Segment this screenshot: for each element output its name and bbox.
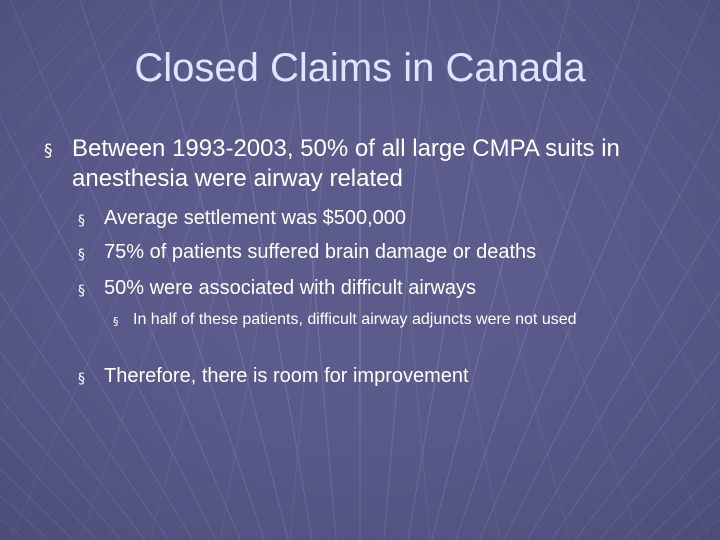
bullet-level2-difficult-airways [78, 275, 678, 301]
bullet-text: Average settlement was $500,000 [104, 207, 407, 229]
bullet-text: 50% were associated with difficult airways [104, 277, 477, 299]
square-bullet-icon: § [113, 315, 119, 328]
bullet-level2-brain-damage [78, 239, 678, 265]
square-bullet-icon: § [78, 283, 85, 299]
square-bullet-icon: § [78, 213, 85, 229]
bullet-text: Between 1993-2003, 50% of all large CMPA suits in anesthesia were airway related [72, 135, 620, 192]
square-bullet-icon: § [78, 371, 85, 387]
bullet-text: 75% of patients suffered brain damage or deaths [104, 241, 537, 263]
bullet-text: In half of these patients, difficult airway adjuncts were not used [133, 311, 577, 328]
bullet-text: Therefore, there is room for improvement [104, 365, 469, 387]
slide-title: Closed Claims in Canada [134, 46, 586, 90]
square-bullet-icon: § [44, 141, 53, 161]
bullet-level2-settlement [78, 205, 678, 231]
square-bullet-icon: § [78, 247, 85, 263]
bullet-level2-room-for-improvement [78, 363, 678, 389]
bullet-level3-adjuncts-not-used [113, 309, 673, 330]
bullet-level1-airway-suits [44, 134, 664, 194]
